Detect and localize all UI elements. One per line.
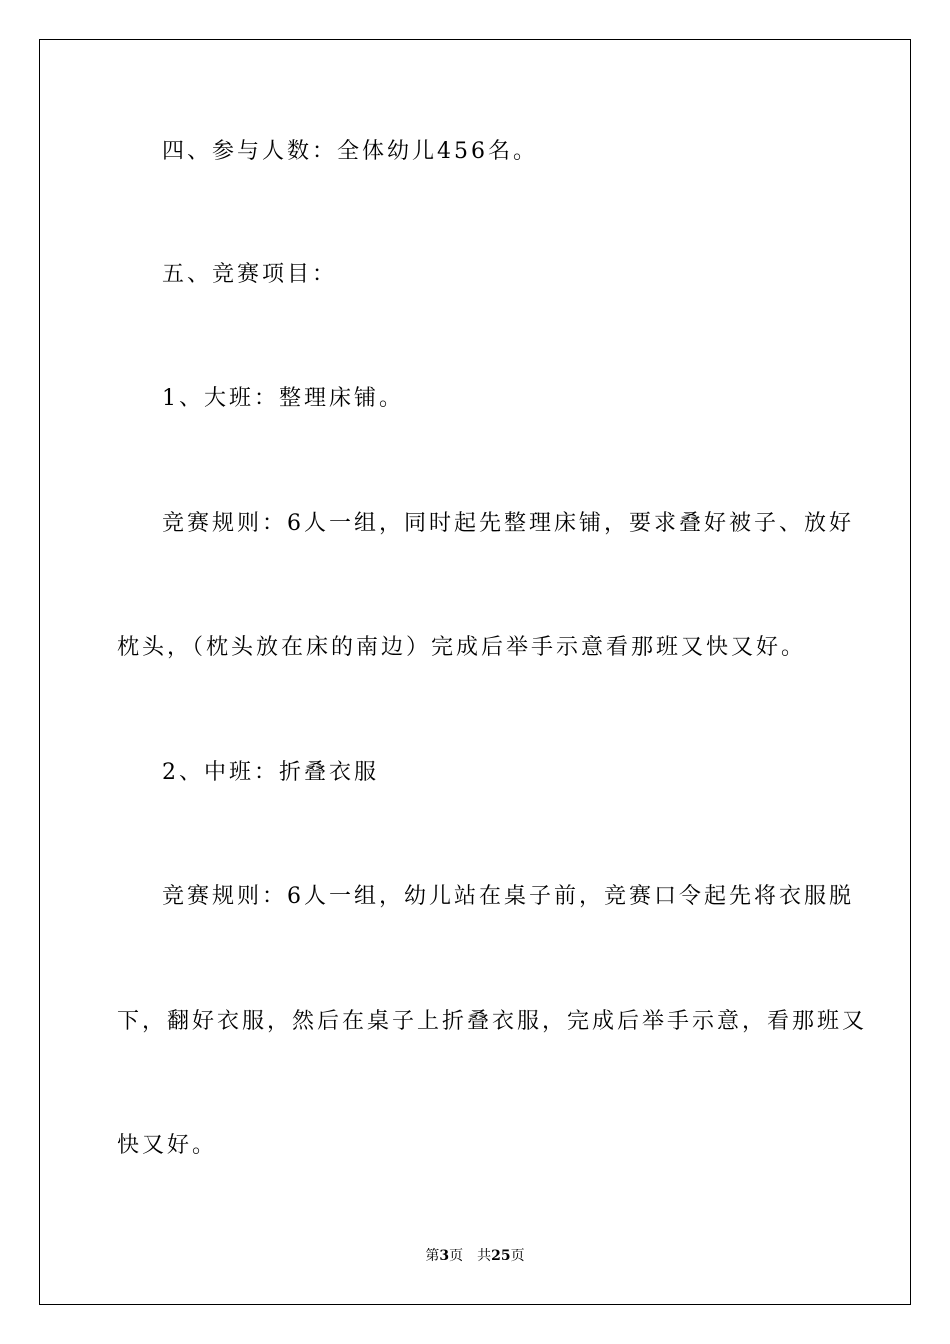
paragraph-senior-rules-line-1: 竞赛规则：6人一组，同时起先整理床铺，要求叠好被子、放好	[162, 511, 854, 536]
footer-mid: 页 共	[449, 1248, 492, 1264]
footer-total-pages: 25	[491, 1248, 511, 1264]
paragraph-middle-class-item: 2、中班：折叠衣服	[162, 760, 379, 785]
paragraph-senior-rules-line-2: 枕头，（枕头放在床的南边）完成后举手示意看那班又快又好。	[117, 635, 807, 660]
page-border	[39, 39, 911, 1305]
paragraph-middle-rules-line-3: 快又好。	[117, 1133, 218, 1158]
footer-prefix: 第	[425, 1248, 440, 1264]
paragraph-middle-rules-line-2: 下，翻好衣服，然后在桌子上折叠衣服，完成后举手示意，看那班又	[117, 1009, 868, 1034]
paragraph-senior-class-item: 1、大班：整理床铺。	[162, 386, 404, 411]
footer-current-page: 3	[439, 1248, 450, 1264]
footer-suffix: 页	[510, 1248, 525, 1264]
paragraph-middle-rules-line-1: 竞赛规则：6人一组，幼儿站在桌子前，竞赛口令起先将衣服脱	[162, 884, 854, 909]
paragraph-competition-items-heading: 五、竞赛项目：	[162, 262, 338, 287]
paragraph-participants: 四、参与人数：全体幼儿456名。	[162, 139, 538, 164]
page-number-footer	[0, 1247, 950, 1265]
